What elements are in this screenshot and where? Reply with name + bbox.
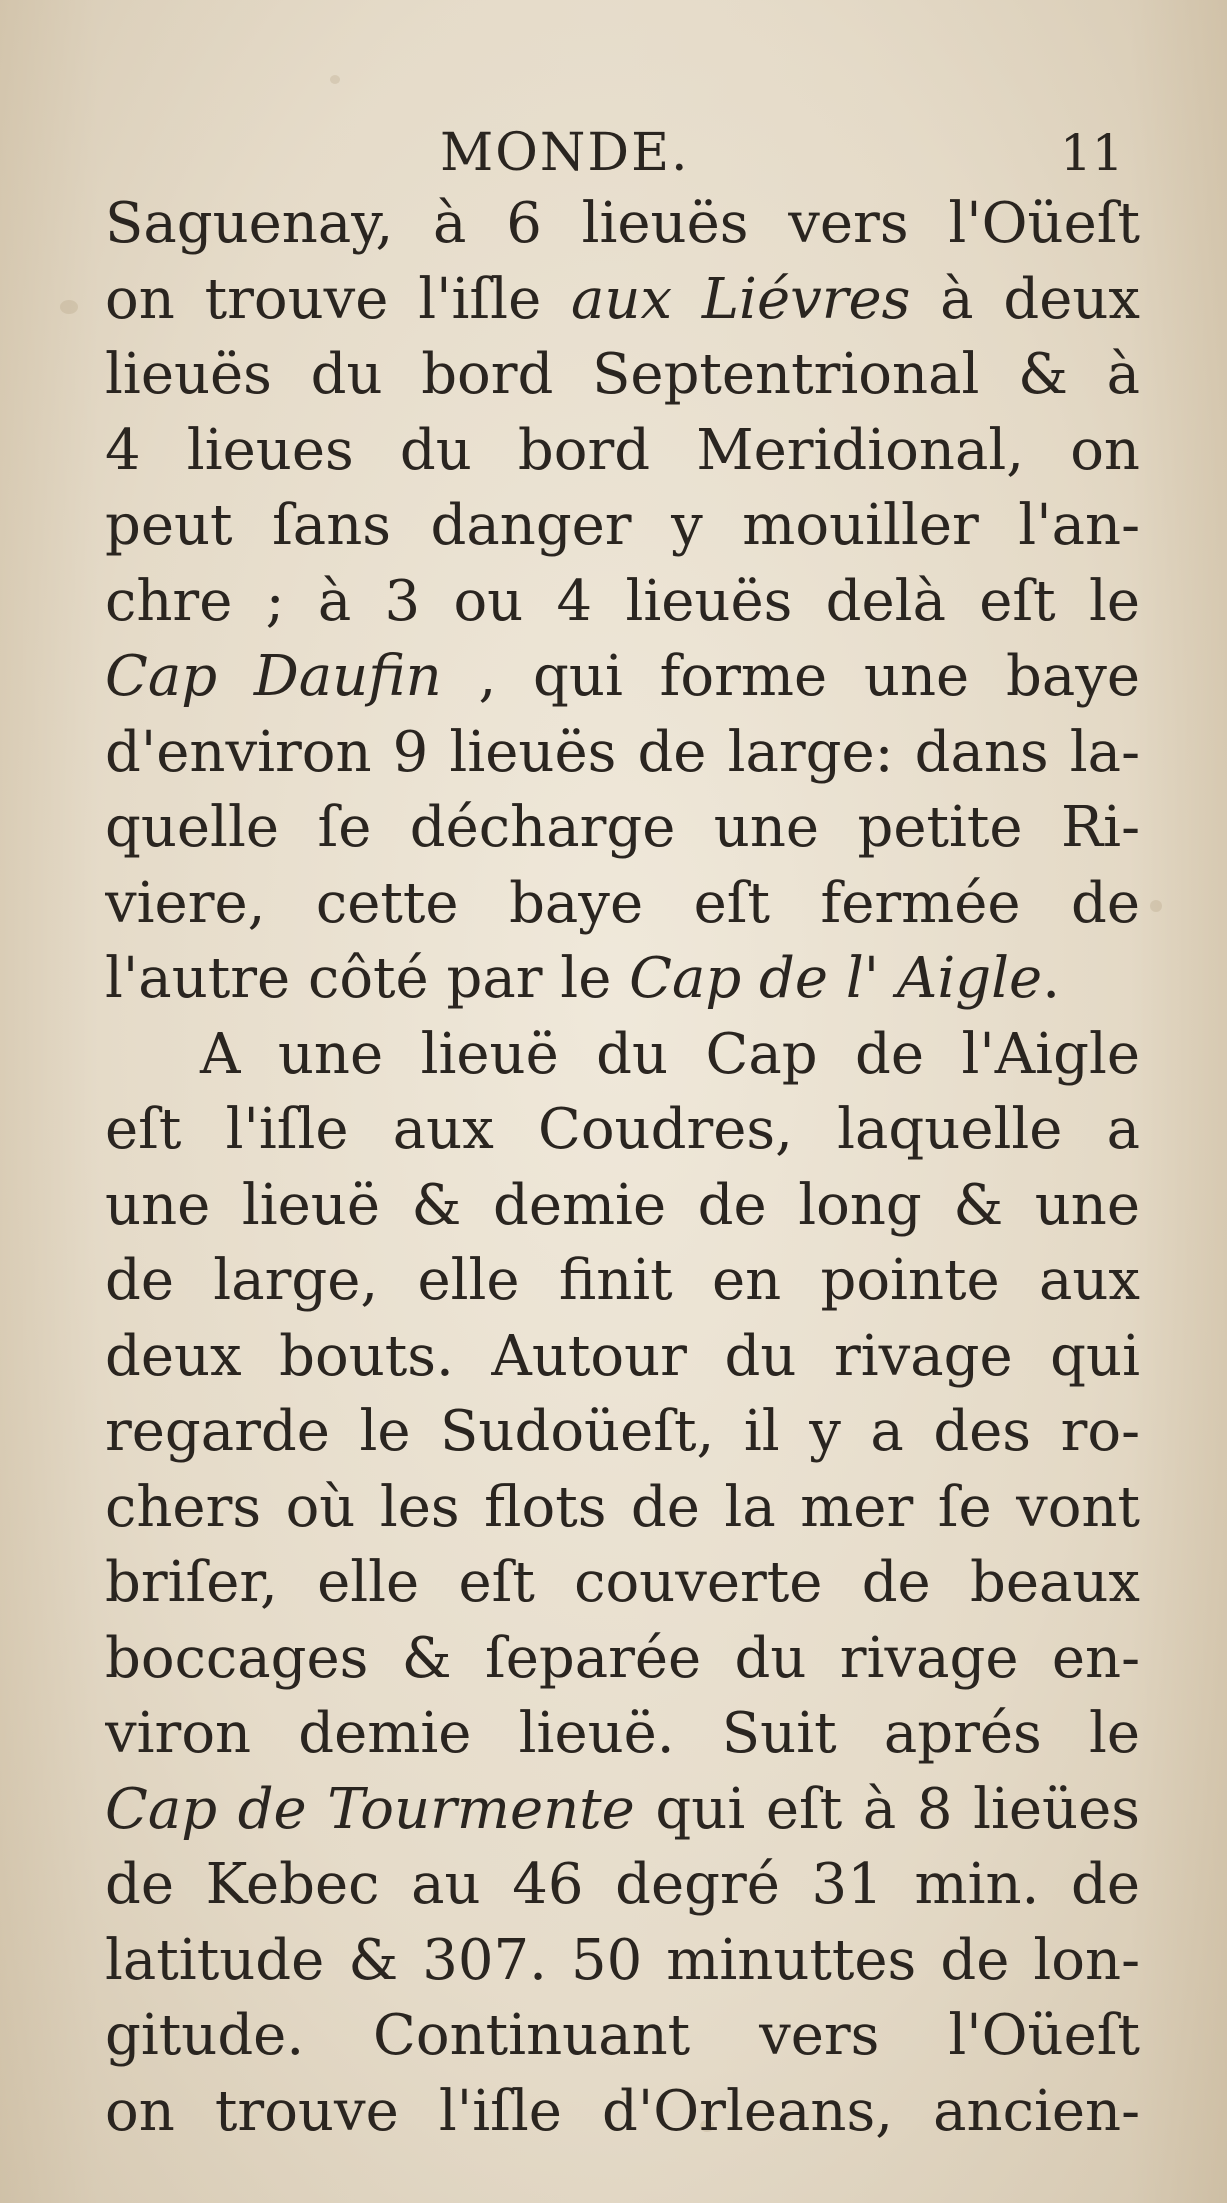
text-line: de Kebec au 46 degré 31 min. de [105,1852,1140,1917]
text-line: on trouve l'iſle aux Liévres à deux [105,266,1140,332]
italic-place-name: aux Liévres [571,266,911,332]
text-line: chers où les flots de la mer ſe vont [105,1474,1140,1540]
italic-place-name: Cap Daufin [105,644,442,709]
paper-stain [1150,900,1162,912]
text-line: deux bouts. Autour du rivage qui [105,1323,1140,1389]
running-head: MONDE. [440,123,690,183]
text-line: boccages & ſeparée du rivage en- [105,1625,1140,1691]
text-line: latitude & 307. 50 minuttes de lon- [105,1927,1140,1993]
text-line: l'autre côté par le Cap de l' Aigle. [105,946,1060,1011]
text-line: briſer, elle eſt couverte de beaux [105,1550,1140,1615]
text-line: quelle ſe décharge une petite Ri- [105,795,1140,860]
text-line: chre ; à 3 ou 4 lieuës delà eſt le [105,568,1140,634]
text-line: eſt l'iſle aux Coudres, laquelle a [105,1097,1140,1162]
page-number: 11 [1060,124,1124,182]
text-line: de large, elle finit en pointe aux [105,1248,1140,1313]
text-line: Saguenay, à 6 lieuës vers l'Oüeſt [105,191,1140,256]
text-line: une lieuë & demie de long & une [105,1172,1140,1238]
text-line: 4 lieues du bord Meridional, on [105,417,1140,483]
italic-place-name: Cap de Tourmente [105,1776,635,1842]
text-line: gitude. Continuant vers l'Oüeſt [105,2003,1140,2068]
body-text [105,186,1140,2149]
text-line: lieuës du bord Septentrional & à [105,342,1140,407]
paragraph-first-line: A une lieuë du Cap de l'Aigle [200,1021,1140,1087]
italic-place-name: Cap de l' Aigle [629,946,1043,1011]
text-line: Cap Daufin , qui forme une baye [105,644,1140,709]
text-line: viere, cette baye eſt fermée de [105,870,1140,936]
text-line: regarde le Sudoüeſt, il y a des ro- [105,1399,1140,1464]
text-line: peut ſans danger y mouiller l'an- [105,493,1140,558]
text-line: d'environ 9 lieuës de large: dans la- [105,719,1140,785]
paper-stain [60,300,78,314]
paper-stain [330,75,340,84]
page-header [0,118,1227,188]
text-line: on trouve l'iſle d'Orleans, ancien- [105,2078,1140,2144]
text-line: viron demie lieuë. Suit aprés le [105,1701,1140,1766]
text-line: Cap de Tourmente qui eſt à 8 lieües [105,1776,1140,1842]
